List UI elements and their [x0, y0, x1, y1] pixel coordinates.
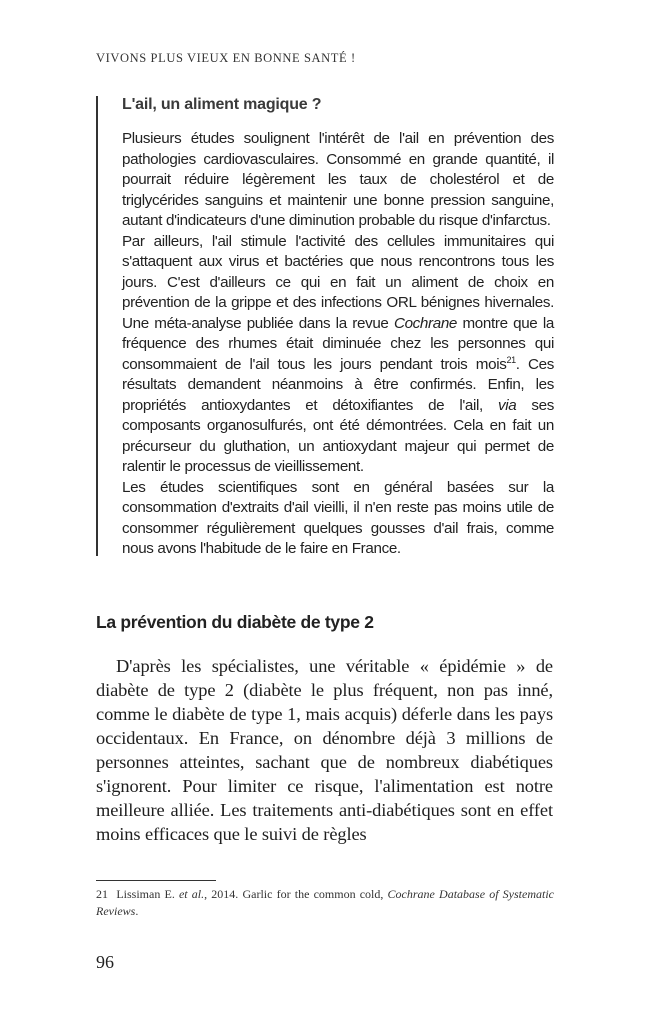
footnote-source: Cochrane Database of Systematic Reviews	[96, 887, 554, 918]
running-head: VIVONS PLUS VIEUX EN BONNE SANTÉ !	[96, 51, 356, 65]
main-text	[96, 654, 553, 846]
page-number: 96	[96, 952, 114, 972]
footnote-text: , 2014. Garlic for the common cold,	[204, 887, 388, 901]
body-paragraph: D'après les spécialistes, une véritable « épidémie » de diabète de type 2 (diabète le plus fréquent, non pas inné, comme le diabète de type 1, mais acquis) déferle dans les pays occidentaux. En France, on dénombre déjà 3 millions de personnes atteintes, sachant que de nombreux diabétiques s'ignorent. Pour limiter ce risque, l'alimentation est notre meilleure alliée. Les traitements anti-diabétiques sont en effet moins efficaces que le suivi de règles	[96, 656, 553, 844]
box-title: L'ail, un aliment magique ?	[122, 96, 322, 113]
box-paragraph-3: Les études scientifiques sont en général basées sur la consommation d'extraits d'ail vieilli, il n'en reste pas moins utile de consommer régulièrement quelques gousses d'ail frais, comme nous avons l'habitude de le faire en France.	[122, 478, 554, 557]
journal-name: Cochrane	[393, 314, 458, 332]
footnote-authors: Lissiman E.	[116, 887, 179, 901]
footnote-end: .	[135, 904, 139, 918]
footnote-number: 21	[96, 887, 108, 901]
footnote-reference: 21	[506, 354, 516, 365]
box-p2-text-a: Par ailleurs, l'ail stimule l'activité des cellules immunitaires qui s'attaquent aux virus et bactéries que nous rencontrons tous les jours. C'est d'ailleurs ce qui en fait un aliment de choix en prévention de la grippe et des infections ORL bénignes hivernales. Une méta-analyse publiée dans la revue	[122, 232, 554, 332]
via-italic: via	[497, 396, 517, 414]
footnote	[96, 886, 554, 920]
box-p2-text-d: ses composants organosulfurés, ont été démontrées. Cela en fait un précurseur du gluthation, un antioxydant majeur qui permet de ralentir le processus de vieillissement.	[122, 396, 554, 475]
box-body	[122, 129, 554, 560]
footnote-rule	[96, 880, 216, 881]
box-paragraph-1: Plusieurs études soulignent l'intérêt de l'ail en prévention des pathologies cardiovasculaires. Consommé en grande quantité, il pourrait réduire légèrement les taux de cholestérol et de triglycérides sanguins et maintenir une bonne pression sanguine, autant d'indicateurs d'une diminution probable du risque d'infarctus.	[122, 130, 554, 229]
section-heading: La prévention du diabète de type 2	[96, 612, 374, 632]
box-p2-text-b: montre que la fréquence des rhumes était diminuée chez les personnes qui consommaient de l'ail tous les jours pendant trois mois	[122, 314, 554, 373]
footnote-etal: et al.	[178, 887, 205, 901]
box-paragraph-2	[122, 232, 554, 478]
box-p2-text-c: . Ces résultats demandent néanmoins à être confirmés. Enfin, les propriétés antioxydantes et détoxifiantes de l'ail,	[122, 355, 554, 414]
